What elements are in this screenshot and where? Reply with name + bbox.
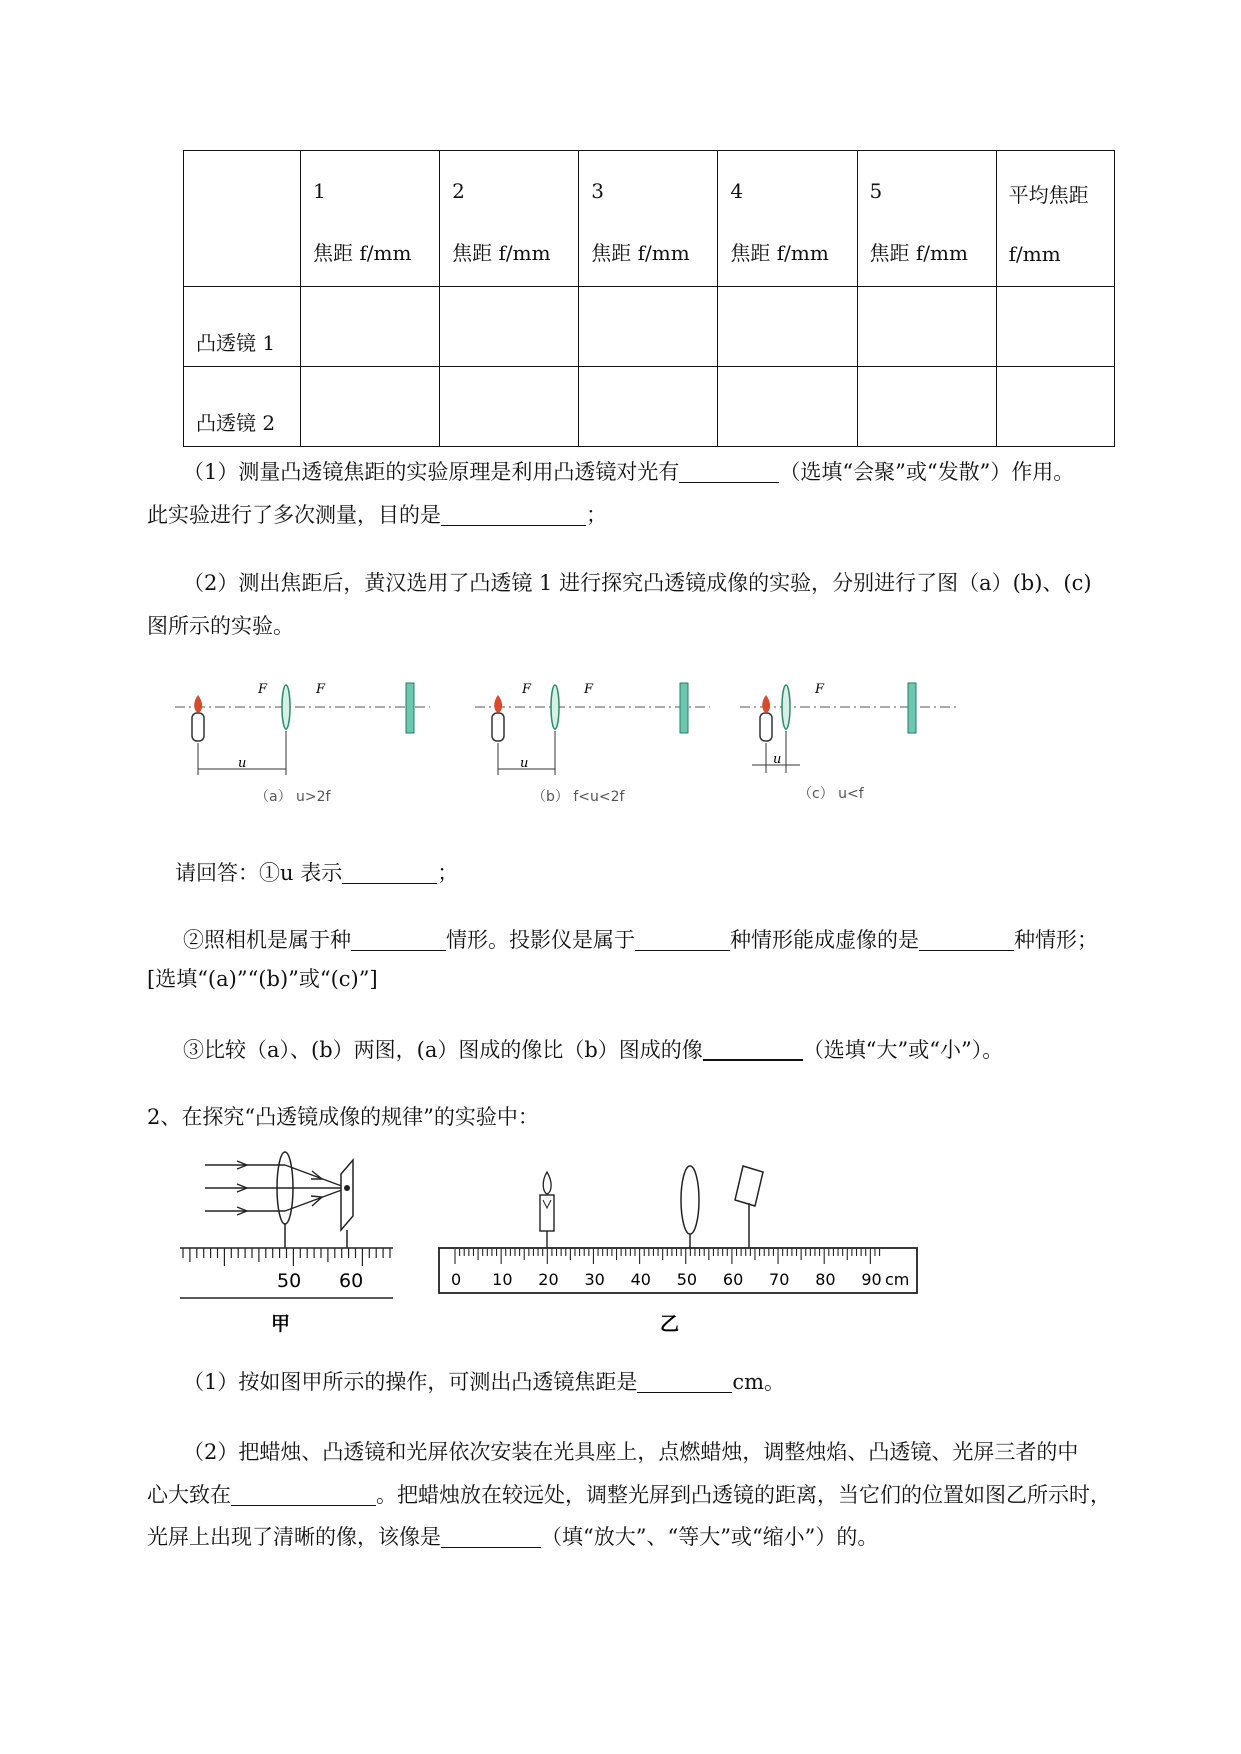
answer-blank[interactable] — [231, 1481, 376, 1506]
focal-length-table — [183, 150, 1115, 447]
q1-answer-2-line-2 — [147, 959, 1147, 999]
screen-icon — [908, 683, 916, 733]
q2-title — [147, 1097, 1147, 1137]
trial-number: 2 — [452, 179, 465, 203]
lens-icon — [551, 685, 559, 729]
text: 。把蜡烛放在较远处，调整光屏到凸透镜的距离，当它们的位置如图乙所示时， — [376, 1483, 1111, 1507]
answer-blank[interactable] — [635, 926, 730, 951]
optical-bench-ruler — [439, 1248, 917, 1293]
table-cell[interactable] — [857, 287, 996, 367]
text: 情形。投影仪是属于 — [446, 928, 635, 952]
q2-paragraph-2-line-2 — [147, 1475, 1147, 1515]
text: （选填“会聚”或“发散”）作用。 — [779, 460, 1075, 484]
table-header-cell — [579, 151, 718, 287]
ruler-label: 30 — [584, 1270, 605, 1289]
table-cell[interactable] — [301, 367, 440, 447]
table-header-cell — [857, 151, 996, 287]
lens-icon — [282, 685, 290, 729]
figure-caption: （a） u>2f — [255, 789, 331, 805]
lens-icon — [681, 1166, 699, 1234]
lens-experiment-figures — [170, 665, 960, 815]
text: 心大致在 — [147, 1483, 231, 1507]
figure-jia — [175, 1150, 405, 1335]
trial-number: 5 — [869, 179, 883, 203]
candle-icon — [192, 695, 204, 741]
column-unit: 焦距 f/mm — [869, 241, 968, 265]
answer-blank[interactable] — [441, 1523, 541, 1548]
table-cell[interactable] — [718, 367, 857, 447]
ruler — [180, 1248, 393, 1298]
answer-blank[interactable] — [342, 859, 437, 884]
lens-icon — [782, 685, 790, 729]
text: 种情形能成虚像的是 — [730, 928, 919, 952]
distance-label: u — [520, 756, 529, 771]
distance-label: u — [238, 756, 247, 771]
q1-answer-3 — [183, 1030, 1183, 1070]
table-header-cell — [440, 151, 579, 287]
figure-b — [475, 682, 710, 805]
ruler-label: 60 — [339, 1270, 364, 1292]
trial-number: 4 — [730, 179, 744, 203]
table-header-row — [184, 151, 1115, 287]
text: 此实验进行了多次测量，目的是 — [147, 503, 441, 527]
focal-point-label: F — [522, 682, 532, 697]
row-label: 凸透镜 2 — [184, 367, 301, 447]
figure-yi — [437, 1150, 927, 1335]
focal-point-label: F — [584, 682, 594, 697]
row-label: 凸透镜 1 — [184, 287, 301, 367]
text: cm。 — [732, 1370, 786, 1394]
q1-paragraph-1-line-2 — [147, 495, 1147, 535]
column-unit: 焦距 f/mm — [313, 241, 412, 265]
ruler-unit: cm — [885, 1270, 910, 1289]
ruler-label: 50 — [277, 1270, 302, 1292]
text: ； — [437, 861, 459, 885]
figure-caption: （b） f<u<2f — [532, 789, 625, 805]
text: （填“放大”、“等大”或“缩小”）的。 — [541, 1525, 879, 1549]
answer-blank[interactable] — [703, 1035, 803, 1061]
text: （1）按如图甲所示的操作，可测出凸透镜焦距是 — [183, 1370, 638, 1394]
focal-point-label: F — [316, 682, 326, 697]
ruler-label: 60 — [722, 1270, 744, 1289]
screen-icon — [406, 683, 414, 733]
figure-label: 乙 — [660, 1313, 680, 1335]
table-cell[interactable] — [718, 287, 857, 367]
ruler-label: 0 — [451, 1270, 462, 1289]
trial-number: 3 — [591, 179, 604, 203]
text: ； — [586, 503, 607, 527]
text: [选填“(a)”“(b)”或“(c)”] — [147, 967, 378, 991]
table-header-cell — [996, 151, 1114, 287]
figure-caption: （c） u<f — [798, 786, 864, 802]
q1-paragraph-2-line-1 — [183, 563, 1183, 603]
q1-paragraph-1-line-1 — [183, 452, 1183, 492]
table-header-cell — [718, 151, 857, 287]
q1-paragraph-2-line-2 — [147, 606, 1147, 646]
table-cell[interactable] — [301, 287, 440, 367]
screen-icon — [735, 1166, 763, 1206]
text: （2）测出焦距后，黄汉选用了凸透镜 1 进行探究凸透镜成像的实验，分别进行了图（a）(b)、(c) — [183, 571, 1092, 595]
distance-label: u — [773, 752, 782, 767]
ruler-label: 80 — [815, 1270, 836, 1289]
table-row — [184, 287, 1115, 367]
ruler-label: 10 — [492, 1270, 513, 1289]
table-cell[interactable] — [440, 367, 579, 447]
table-header-cell — [301, 151, 440, 287]
text: 光屏上出现了清晰的像，该像是 — [147, 1525, 441, 1549]
q1-answer-2-line-1 — [183, 920, 1183, 960]
table-cell[interactable] — [857, 367, 996, 447]
screen-icon — [341, 1160, 353, 1230]
table-cell[interactable] — [579, 367, 718, 447]
figure-a — [175, 682, 430, 805]
q2-paragraph-2-line-1 — [183, 1432, 1183, 1472]
figure-label: 甲 — [271, 1313, 291, 1335]
text: 请回答：①u 表示 — [175, 861, 343, 885]
table-cell[interactable] — [440, 287, 579, 367]
average-label: 平均焦距 — [1008, 183, 1089, 207]
column-unit: f/mm — [1008, 242, 1061, 266]
q1-answer-1 — [175, 853, 1175, 893]
text: 图所示的实验。 — [147, 614, 294, 638]
table-cell[interactable] — [996, 367, 1114, 447]
ruler-label: 20 — [538, 1270, 559, 1289]
column-unit: 焦距 f/mm — [591, 241, 690, 265]
candle-icon — [492, 695, 504, 741]
q2-paragraph-1 — [183, 1362, 1183, 1402]
answer-blank[interactable] — [637, 1368, 732, 1393]
ruler-label: 40 — [630, 1270, 651, 1289]
text: 种情形； — [1014, 928, 1098, 952]
text: （选填“大”或“小”）。 — [802, 1038, 1004, 1062]
answer-blank[interactable] — [441, 501, 586, 526]
candle-icon — [760, 695, 772, 741]
text: ③比较（a）、(b）两图，(a）图成的像比（b）图成的像 — [183, 1038, 703, 1062]
text: （2）把蜡烛、凸透镜和光屏依次安装在光具座上，点燃蜡烛，调整烛焰、凸透镜、光屏三者的中 — [183, 1440, 1079, 1464]
table-row — [184, 367, 1115, 447]
table-cell[interactable] — [579, 287, 718, 367]
candle-icon — [540, 1172, 554, 1248]
answer-blank[interactable] — [679, 458, 779, 483]
answer-blank[interactable] — [351, 926, 446, 951]
figure-c — [740, 682, 960, 802]
table-cell[interactable] — [996, 287, 1114, 367]
answer-blank[interactable] — [919, 926, 1014, 951]
ruler-label: 70 — [769, 1270, 790, 1289]
trial-number: 1 — [313, 179, 326, 203]
text: ②照相机是属于种 — [183, 928, 351, 952]
screen-icon — [680, 683, 688, 733]
ruler-label: 90 — [861, 1270, 882, 1289]
table-header-cell — [184, 151, 301, 287]
text: （1）测量凸透镜焦距的实验原理是利用凸透镜对光有 — [183, 460, 680, 484]
light-rays — [205, 1161, 347, 1215]
ruler-label: 50 — [676, 1270, 698, 1289]
focal-point-label: F — [258, 682, 268, 697]
column-unit: 焦距 f/mm — [730, 241, 829, 265]
q2-paragraph-2-line-3 — [147, 1517, 1147, 1557]
text: 2、在探究“凸透镜成像的规律”的实验中： — [147, 1105, 539, 1129]
column-unit: 焦距 f/mm — [452, 241, 551, 265]
focal-point-label: F — [815, 682, 825, 697]
